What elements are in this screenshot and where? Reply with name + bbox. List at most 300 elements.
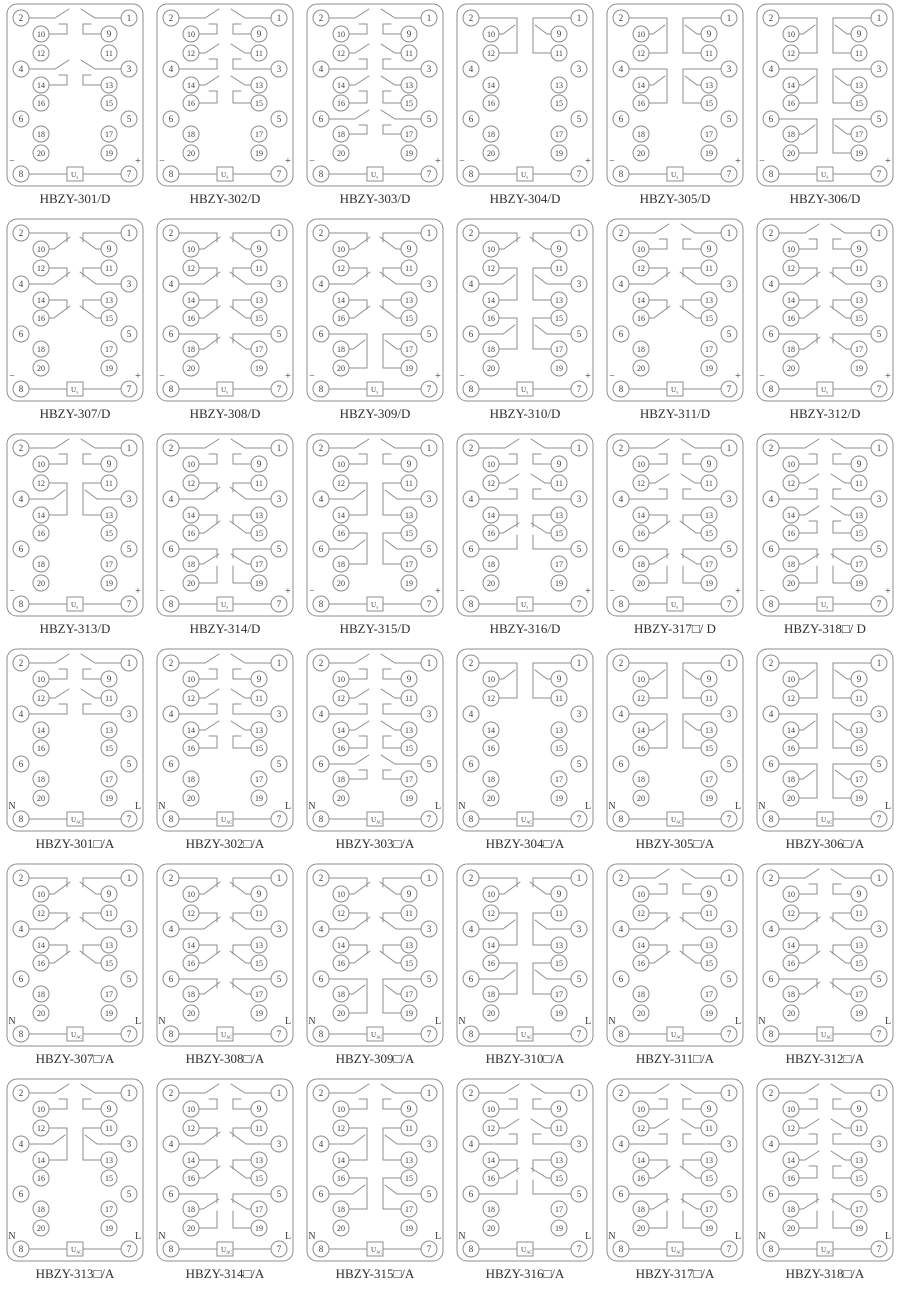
terminal-number-7: 7 [726,1244,732,1254]
schematic-hbzy-317-a [600,1075,750,1290]
pole-label-right: L [134,1016,142,1027]
no-contact [649,454,667,464]
terminal-number-3: 3 [726,1139,732,1149]
terminal-number-2: 2 [468,1088,474,1098]
coA-contact [479,970,515,979]
terminal-number-8: 8 [318,1029,324,1039]
pole-label-left: − [309,156,315,167]
terminal-number-17: 17 [405,1205,413,1214]
terminal-number-14: 14 [787,1156,795,1165]
terminal-number-12: 12 [187,909,195,918]
pole-label-left: − [459,156,465,167]
terminal-number-5: 5 [276,544,282,554]
terminal-number-3: 3 [576,924,582,934]
terminal-number-11: 11 [555,479,563,488]
terminal-number-7: 7 [576,1029,582,1039]
no-contact [233,91,251,103]
terminal-number-9: 9 [556,29,562,39]
terminal-number-7: 7 [876,384,882,394]
nc-contact [199,306,220,318]
voltage-box-label: $U_{AC}$ [71,1246,83,1255]
terminal-number-1: 1 [426,658,432,668]
terminal-number-2: 2 [768,658,774,668]
terminal-number-15: 15 [405,314,413,323]
coB-contact [231,554,251,564]
nc-contact [649,515,667,524]
diagram-label: HBZY-305/D [639,191,711,206]
terminal-number-16: 16 [787,314,795,323]
terminal-number-5: 5 [276,329,282,339]
terminal-number-18: 18 [487,1205,495,1214]
terminal-number-16: 16 [37,959,45,968]
terminal-number-4: 4 [768,924,774,934]
coA-contact [499,670,515,679]
terminal-number-19: 19 [255,1224,263,1233]
terminal-number-9: 9 [406,1104,412,1114]
terminal-number-8: 8 [18,599,24,609]
terminal-number-14: 14 [637,726,645,735]
relay-outline [157,649,293,831]
terminal-number-8: 8 [168,1029,174,1039]
schematic-hbzy-318-d [750,430,900,645]
terminal-number-15: 15 [405,744,413,753]
diagram-label: HBZY-316□/A [485,1266,565,1281]
terminal-number-5: 5 [126,1189,132,1199]
no-contact [681,474,701,483]
nc-contact [83,300,101,309]
no-contact [629,869,669,878]
relay-outline [757,434,893,616]
terminal-number-2: 2 [168,873,174,883]
terminal-number-4: 4 [18,279,24,289]
coA-contact [835,125,851,134]
terminal-number-7: 7 [126,1029,132,1039]
terminal-number-11: 11 [405,264,413,273]
terminal-number-17: 17 [105,130,113,139]
terminal-number-1: 1 [726,13,732,23]
nc-contact [799,300,817,309]
terminal-number-2: 2 [18,873,24,883]
coA-contact [479,325,515,334]
terminal-number-3: 3 [876,279,882,289]
terminal-number-19: 19 [255,794,263,803]
no-contact [81,9,121,18]
terminal-number-8: 8 [468,599,474,609]
no-contact [329,59,367,69]
terminal-number-8: 8 [318,1244,324,1254]
no-contact [799,239,817,249]
terminal-number-7: 7 [876,1029,882,1039]
terminal-number-17: 17 [255,1205,263,1214]
pole-label-right: L [584,1231,592,1242]
terminal-number-5: 5 [726,329,732,339]
terminal-number-3: 3 [276,64,282,74]
no-contact [649,1099,667,1109]
terminal-number-12: 12 [487,909,495,918]
voltage-box-label: $U_x$ [821,386,829,395]
pole-label-left: − [459,586,465,597]
terminal-number-11: 11 [555,49,563,58]
relay-outline [7,1079,143,1261]
terminal-number-11: 11 [705,264,713,273]
coB-contact [681,554,701,564]
terminal-number-15: 15 [855,529,863,538]
terminal-number-13: 13 [855,941,863,950]
no-contact [683,884,701,894]
nc-contact [179,233,217,242]
terminal-number-17: 17 [705,1205,713,1214]
no-contact [349,721,369,730]
pole-label-left: N [308,1231,316,1242]
no-contact [381,1084,421,1093]
terminal-number-9: 9 [256,674,262,684]
terminal-number-8: 8 [468,1029,474,1039]
no-contact [479,489,517,499]
nc-contact [683,268,701,277]
terminal-number-15: 15 [555,959,563,968]
terminal-number-6: 6 [768,759,774,769]
diagram-label: HBZY-306□/A [785,836,865,851]
terminal-number-20: 20 [787,1224,795,1233]
pole-label-left: N [308,1016,316,1027]
coB-contact [799,1211,817,1228]
terminal-number-6: 6 [468,329,474,339]
pole-label-left: N [758,801,766,812]
nc-contact [649,300,667,309]
no-contact [179,59,217,69]
no-contact [81,654,121,663]
no-contact [779,439,819,448]
schematic-hbzy-301-d [0,0,150,215]
terminal-number-3: 3 [726,709,732,719]
terminal-number-6: 6 [18,329,24,339]
no-contact [199,1099,217,1109]
terminal-number-13: 13 [405,1156,413,1165]
terminal-number-8: 8 [168,599,174,609]
terminal-number-13: 13 [555,1156,563,1165]
terminal-number-19: 19 [405,364,413,373]
nc-contact [683,300,701,309]
terminal-number-13: 13 [105,941,113,950]
coA-contact [385,1135,421,1144]
diagram-label: HBZY-308/D [189,406,261,421]
pole-label-right: + [735,156,741,167]
pole-label-right: + [585,586,591,597]
no-contact [383,24,401,34]
terminal-number-9: 9 [556,1104,562,1114]
no-contact [833,521,851,533]
terminal-number-16: 16 [37,314,45,323]
terminal-number-3: 3 [126,64,132,74]
terminal-number-18: 18 [487,345,495,354]
terminal-number-18: 18 [337,990,345,999]
terminal-number-20: 20 [337,149,345,158]
no-contact [779,869,819,878]
voltage-box-label: $U_{AC}$ [371,816,383,825]
diagram-label: HBZY-303□/A [335,836,415,851]
terminal-number-18: 18 [187,560,195,569]
terminal-number-5: 5 [426,544,432,554]
nc-contact [49,882,70,894]
terminal-number-4: 4 [168,1139,174,1149]
coB-contact [629,1194,667,1203]
diagram-label: HBZY-302□/A [185,836,265,851]
no-contact [533,454,551,464]
nc-contact [49,945,67,954]
terminal-number-18: 18 [187,1205,195,1214]
coB-contact [531,523,551,533]
nc-contact [83,945,101,954]
terminal-number-9: 9 [706,674,712,684]
terminal-number-5: 5 [576,329,582,339]
pole-label-right: + [735,371,741,382]
no-contact [533,1134,571,1144]
terminal-number-2: 2 [318,13,324,23]
coA-contact [799,670,815,679]
terminal-number-19: 19 [855,794,863,803]
no-contact [349,44,369,53]
coB-contact [799,1199,819,1209]
no-contact [83,24,101,34]
terminal-number-7: 7 [576,599,582,609]
schematic-hbzy-309-a [300,860,450,1075]
terminal-number-2: 2 [18,13,24,23]
terminal-number-9: 9 [856,459,862,469]
diagram-label: HBZY-304□/A [485,836,565,851]
terminal-number-11: 11 [555,694,563,703]
pole-label-right: + [135,156,141,167]
diagram-label: HBZY-317□/ D [634,621,716,636]
terminal-number-10: 10 [337,30,345,39]
pole-label-left: − [309,371,315,382]
terminal-number-13: 13 [255,81,263,90]
diagram-cell-hbzy-308-d [150,215,300,430]
terminal-number-12: 12 [187,1124,195,1133]
terminal-number-10: 10 [337,1105,345,1114]
nc-contact [649,951,670,963]
terminal-number-14: 14 [187,81,195,90]
relay-outline [457,219,593,401]
terminal-number-4: 4 [768,709,774,719]
no-contact [179,704,217,714]
no-contact [49,454,67,464]
terminal-number-5: 5 [126,759,132,769]
schematic-hbzy-316-a [450,1075,600,1290]
terminal-number-15: 15 [705,1174,713,1183]
pole-label-left: N [608,1016,616,1027]
no-contact [179,439,219,448]
voltage-box-label: $U_x$ [371,171,379,180]
no-contact [479,1134,517,1144]
terminal-number-18: 18 [337,345,345,354]
terminal-number-13: 13 [105,511,113,520]
terminal-number-3: 3 [276,494,282,504]
no-contact [83,704,121,714]
terminal-number-5: 5 [426,974,432,984]
terminal-number-17: 17 [855,560,863,569]
terminal-number-10: 10 [187,460,195,469]
terminal-number-17: 17 [705,345,713,354]
nc-contact [349,300,367,309]
schematic-hbzy-318-a [750,1075,900,1290]
relay-outline [7,434,143,616]
terminal-number-4: 4 [168,494,174,504]
schematic-hbzy-307-a [0,860,150,1075]
coB-contact [533,1160,551,1172]
terminal-number-5: 5 [876,329,882,339]
terminal-number-4: 4 [468,1139,474,1149]
relay-outline [457,4,593,186]
pole-label-left: − [9,371,15,382]
terminal-number-6: 6 [468,759,474,769]
terminal-number-16: 16 [337,1174,345,1183]
coA-contact [385,490,421,499]
terminal-number-6: 6 [318,544,324,554]
terminal-number-5: 5 [576,114,582,124]
relay-outline [757,4,893,186]
coA-contact [685,670,701,679]
nc-contact [779,334,817,343]
terminal-number-15: 15 [555,744,563,753]
no-contact [329,755,369,764]
terminal-number-11: 11 [105,909,113,918]
terminal-number-4: 4 [768,494,774,504]
coB-contact [833,566,851,583]
terminal-number-11: 11 [105,479,113,488]
voltage-box-label: $U_{AC}$ [671,1246,683,1255]
terminal-number-20: 20 [187,149,195,158]
pole-label-right: + [435,371,441,382]
no-contact [381,44,401,53]
no-contact [799,521,817,533]
terminal-number-20: 20 [487,794,495,803]
terminal-number-14: 14 [487,726,495,735]
terminal-number-1: 1 [426,228,432,238]
nc-contact [179,979,217,988]
terminal-number-1: 1 [126,13,132,23]
terminal-number-16: 16 [787,99,795,108]
terminal-number-15: 15 [855,744,863,753]
terminal-number-11: 11 [405,909,413,918]
terminal-number-8: 8 [468,169,474,179]
coA-contact [385,540,421,549]
terminal-number-7: 7 [426,169,432,179]
terminal-number-16: 16 [187,99,195,108]
pole-label-right: + [885,371,891,382]
terminal-number-13: 13 [255,296,263,305]
nc-contact [80,237,101,249]
terminal-number-3: 3 [276,279,282,289]
terminal-number-7: 7 [126,814,132,824]
terminal-number-20: 20 [487,149,495,158]
pole-label-right: + [285,156,291,167]
terminal-number-14: 14 [37,511,45,520]
terminal-number-7: 7 [726,599,732,609]
terminal-number-12: 12 [187,264,195,273]
terminal-number-20: 20 [37,149,45,158]
diagram-label: HBZY-313□/A [35,1266,115,1281]
nc-contact [383,268,401,277]
terminal-number-4: 4 [618,64,624,74]
no-contact [29,1084,69,1093]
pole-label-left: N [8,1231,16,1242]
terminal-number-19: 19 [405,1009,413,1018]
terminal-number-1: 1 [426,443,432,453]
voltage-box-label: $U_{AC}$ [671,816,683,825]
terminal-number-19: 19 [555,1009,563,1018]
terminal-number-10: 10 [187,675,195,684]
pole-label-right: L [734,801,742,812]
terminal-number-12: 12 [337,909,345,918]
voltage-box-label: $U_x$ [521,386,529,395]
terminal-number-4: 4 [618,924,624,934]
coB-contact [499,1168,519,1178]
voltage-box-label: $U_x$ [671,171,679,180]
relay-outline [157,434,293,616]
diagram-label: HBZY-301/D [39,191,111,206]
terminal-number-11: 11 [705,1124,713,1133]
terminal-number-20: 20 [487,1009,495,1018]
terminal-number-5: 5 [726,974,732,984]
terminal-number-9: 9 [556,244,562,254]
terminal-number-10: 10 [487,890,495,899]
coB-contact [831,1199,851,1209]
voltage-box-label: $U_x$ [521,171,529,180]
no-contact [179,9,219,18]
no-contact [233,454,251,464]
coA-contact [535,970,571,979]
schematic-hbzy-302-d [150,0,300,215]
terminal-number-13: 13 [705,296,713,305]
nc-contact [230,521,251,533]
nc-contact [179,334,217,343]
terminal-number-19: 19 [855,1224,863,1233]
coA-contact [685,25,701,34]
diagram-cell-hbzy-307-d [0,215,150,430]
terminal-number-12: 12 [637,694,645,703]
terminal-number-20: 20 [337,794,345,803]
terminal-number-17: 17 [105,990,113,999]
nc-contact [649,945,667,954]
relay-outline [7,649,143,831]
terminal-number-11: 11 [705,479,713,488]
terminal-number-7: 7 [576,169,582,179]
terminal-number-19: 19 [255,149,263,158]
terminal-number-7: 7 [726,169,732,179]
schematic-hbzy-310-a [450,860,600,1075]
terminal-number-3: 3 [576,64,582,74]
no-contact [479,439,519,448]
pole-label-left: − [9,156,15,167]
nc-contact [799,945,817,954]
terminal-number-16: 16 [487,529,495,538]
terminal-number-7: 7 [576,384,582,394]
terminal-number-13: 13 [705,941,713,950]
terminal-number-7: 7 [426,1244,432,1254]
terminal-number-10: 10 [187,890,195,899]
terminal-number-19: 19 [705,1009,713,1018]
terminal-number-4: 4 [468,279,474,289]
terminal-number-17: 17 [855,130,863,139]
terminal-number-1: 1 [276,658,282,668]
coA-contact [329,1185,365,1194]
terminal-number-10: 10 [487,30,495,39]
terminal-number-16: 16 [487,314,495,323]
voltage-box-label: $U_{AC}$ [671,1031,683,1040]
no-contact [649,884,667,894]
schematic-hbzy-312-d [750,215,900,430]
terminal-number-17: 17 [105,345,113,354]
